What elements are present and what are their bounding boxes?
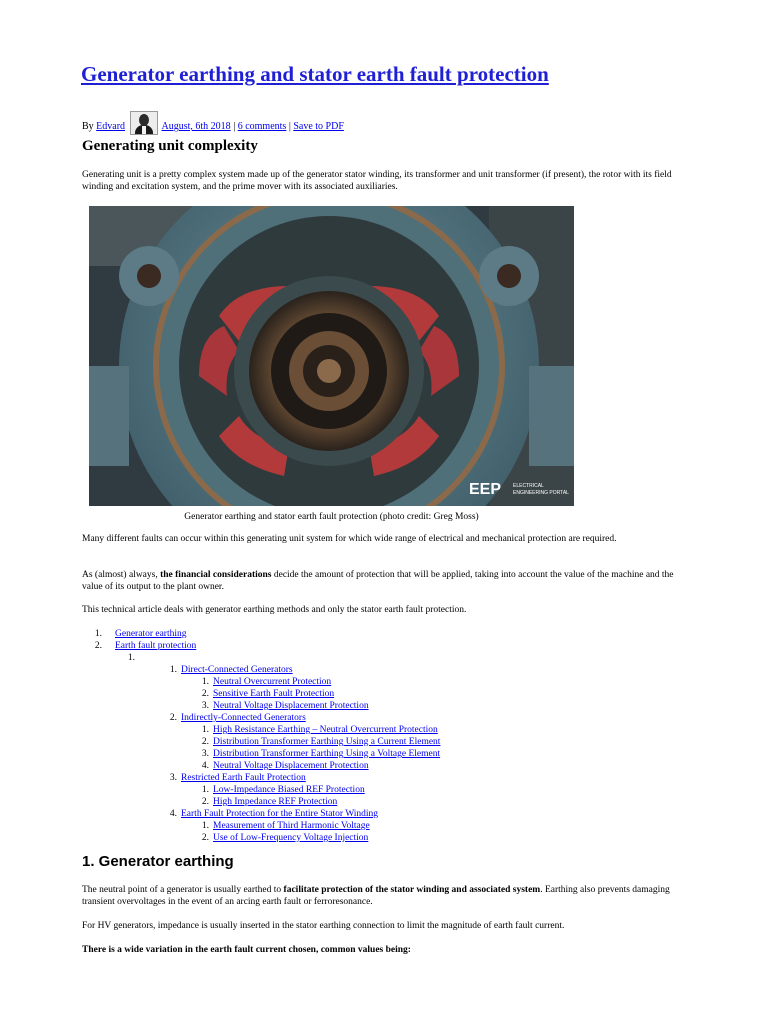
generator-photo [89,206,574,506]
toc-link-direct-connected[interactable]: Direct-Connected Generators [181,665,293,675]
hv-paragraph: For HV generators, impedance is usually inserted in the stator earthing connection to limit the magnitude of earth fault current. [82,921,565,931]
author-avatar[interactable] [130,111,158,135]
bold-text: the financial considerations [160,570,272,580]
article-page: Generator earthing and stator earth fault protection By Edvard August, 6th 2018 | 6 comments | Save to PDF Generating unit complexity Generating unit is a pretty complex system made up of the generator stator winding, its transformer and unit transformer (if present), the rotor with its field winding and excitation system, and the prime mover with its associated auxiliaries. EEP ELECTRICAL ENGINEERING PORTAL Generator earthing and stator earth fault protection (photo credit: Greg Moss) Many different faults can occur within this generating unit system for which wide range of electrical and mechanical protection are required. As (almost) always, the financial considerations decide the amount of protection that will be applied, taking into account the value of the machine and the value of its output to the plant owner. This technical article deals with generator earthing methods and only the stator earth fault protection. 1. Generator earthing 2. Earth fault protection 1. 1. Direct-Connected Generators 1. Neutral Overcurrent Protection 2. Sensitive Earth Fault Protection 3. Neutral Voltage Displacement Protection 2. Indirectly-Connected Generators 1. High Resistance Earthing – Neutral Overcurrent Protection 2. Distribution Transformer Earthing Using a Current Element 3. Distribution Transformer Earthing Using a Voltage Element 4. Neutral Voltage Displacement Protection 3. Restricted Earth Fault Protection 1. Low-Impedance Biased REF Protection 2. High Impedance REF Protection 4. Earth Fault Protection for the Entire Stator Winding 1. Measurement of Third Harmonic Voltage 2. Use of Low-Frequency Voltage Injection 1. Generator earthing The neutral point of a generator is usually earthed to facilitate protection of the stator winding and associated system. Earthing also prevents damaging transient overvoltages in the event of an arcing earth fault or ferroresonance. For HV generators, impedance is usually inserted in the stator earthing connection to limit the magnitude of earth fault current. There is a wide variation in the earth fault current chosen, common values being: [0,0,768,1024]
scope-paragraph: This technical article deals with generator earthing methods and only the stator earth fault protection. [82,605,467,615]
date-link[interactable]: August, 6th 2018 [161,121,231,132]
toc-link-third-harmonic[interactable]: Measurement of Third Harmonic Voltage [213,821,370,831]
toc-link-nvd-direct[interactable]: Neutral Voltage Displacement Protection [213,701,369,711]
byline-by: By [82,121,97,132]
bold-text: facilitate protection of the stator winding and associated system [283,885,541,895]
toc-link-ref[interactable]: Restricted Earth Fault Protection [181,773,306,783]
text-span: decide the amount of protection that will be applied, taking into account the value of the machine and the value of its output to the plant owner. [82,570,674,592]
toc-link-dt-current[interactable]: Distribution Transformer Earthing Using a Current Element [213,737,441,747]
toc-link-sensitive-earth-fault[interactable]: Sensitive Earth Fault Protection [213,689,335,699]
financial-paragraph [82,569,688,593]
toc-link-generator-earthing[interactable]: Generator earthing [115,629,187,639]
toc-link-dt-voltage[interactable]: Distribution Transformer Earthing Using a Voltage Element [213,749,441,759]
author-link[interactable]: Edvard [96,121,126,132]
save-pdf-link[interactable]: Save to PDF [293,121,344,132]
byline-separator: | [230,121,238,132]
toc-link-high-impedance-ref[interactable]: High Impedance REF Protection [213,797,338,807]
article-title-link[interactable]: Generator earthing and stator earth fault protection [81,62,549,86]
toc-link-earth-fault-protection[interactable]: Earth fault protection [115,641,197,651]
toc-link-nvd-indirect[interactable]: Neutral Voltage Displacement Protection [213,761,369,771]
byline-separator: | [286,121,294,132]
text-span: The neutral point of a generator is usually earthed to [82,885,284,895]
byline [82,111,344,135]
toc-link-entire-stator[interactable]: Earth Fault Protection for the Entire Stator Winding [181,809,379,819]
photo-watermark: EEP [469,481,502,498]
toc-link-neutral-overcurrent[interactable]: Neutral Overcurrent Protection [213,677,332,687]
toc-link-low-impedance-ref[interactable]: Low-Impedance Biased REF Protection [213,785,365,795]
photo-watermark-sub: ENGINEERING PORTAL [513,490,569,496]
photo-watermark-sub: ELECTRICAL [513,483,544,489]
section-heading-generator-earthing: 1. Generator earthing [82,853,234,870]
neutral-paragraph [82,884,688,908]
photo-caption: Generator earthing and stator earth fault protection (photo credit: Greg Moss) [184,512,479,522]
variation-paragraph: There is a wide variation in the earth fault current chosen, common values being: [82,945,411,955]
comments-link[interactable]: 6 comments [237,121,287,132]
text-span: As (almost) always, [82,570,161,580]
section-heading-complexity: Generating unit complexity [82,138,258,154]
faults-paragraph: Many different faults can occur within this generating unit system for which wide range of electrical and mechanical protection are required. [82,534,617,544]
toc-link-low-frequency-injection[interactable]: Use of Low-Frequency Voltage Injection [213,833,369,843]
toc-link-indirectly-connected[interactable]: Indirectly-Connected Generators [181,713,306,723]
text-span: . Earthing also prevents damaging transient overvoltages in the event of an arcing earth fault or ferroresonance. [82,885,670,907]
article-title [81,60,549,88]
toc-link-high-resistance[interactable]: High Resistance Earthing – Neutral Overcurrent Protection [213,725,438,735]
intro-paragraph: Generating unit is a pretty complex system made up of the generator stator winding, its transformer and unit transformer (if present), the rotor with its field winding and excitation system, and the prime mover with its associated auxiliaries. [82,170,672,192]
